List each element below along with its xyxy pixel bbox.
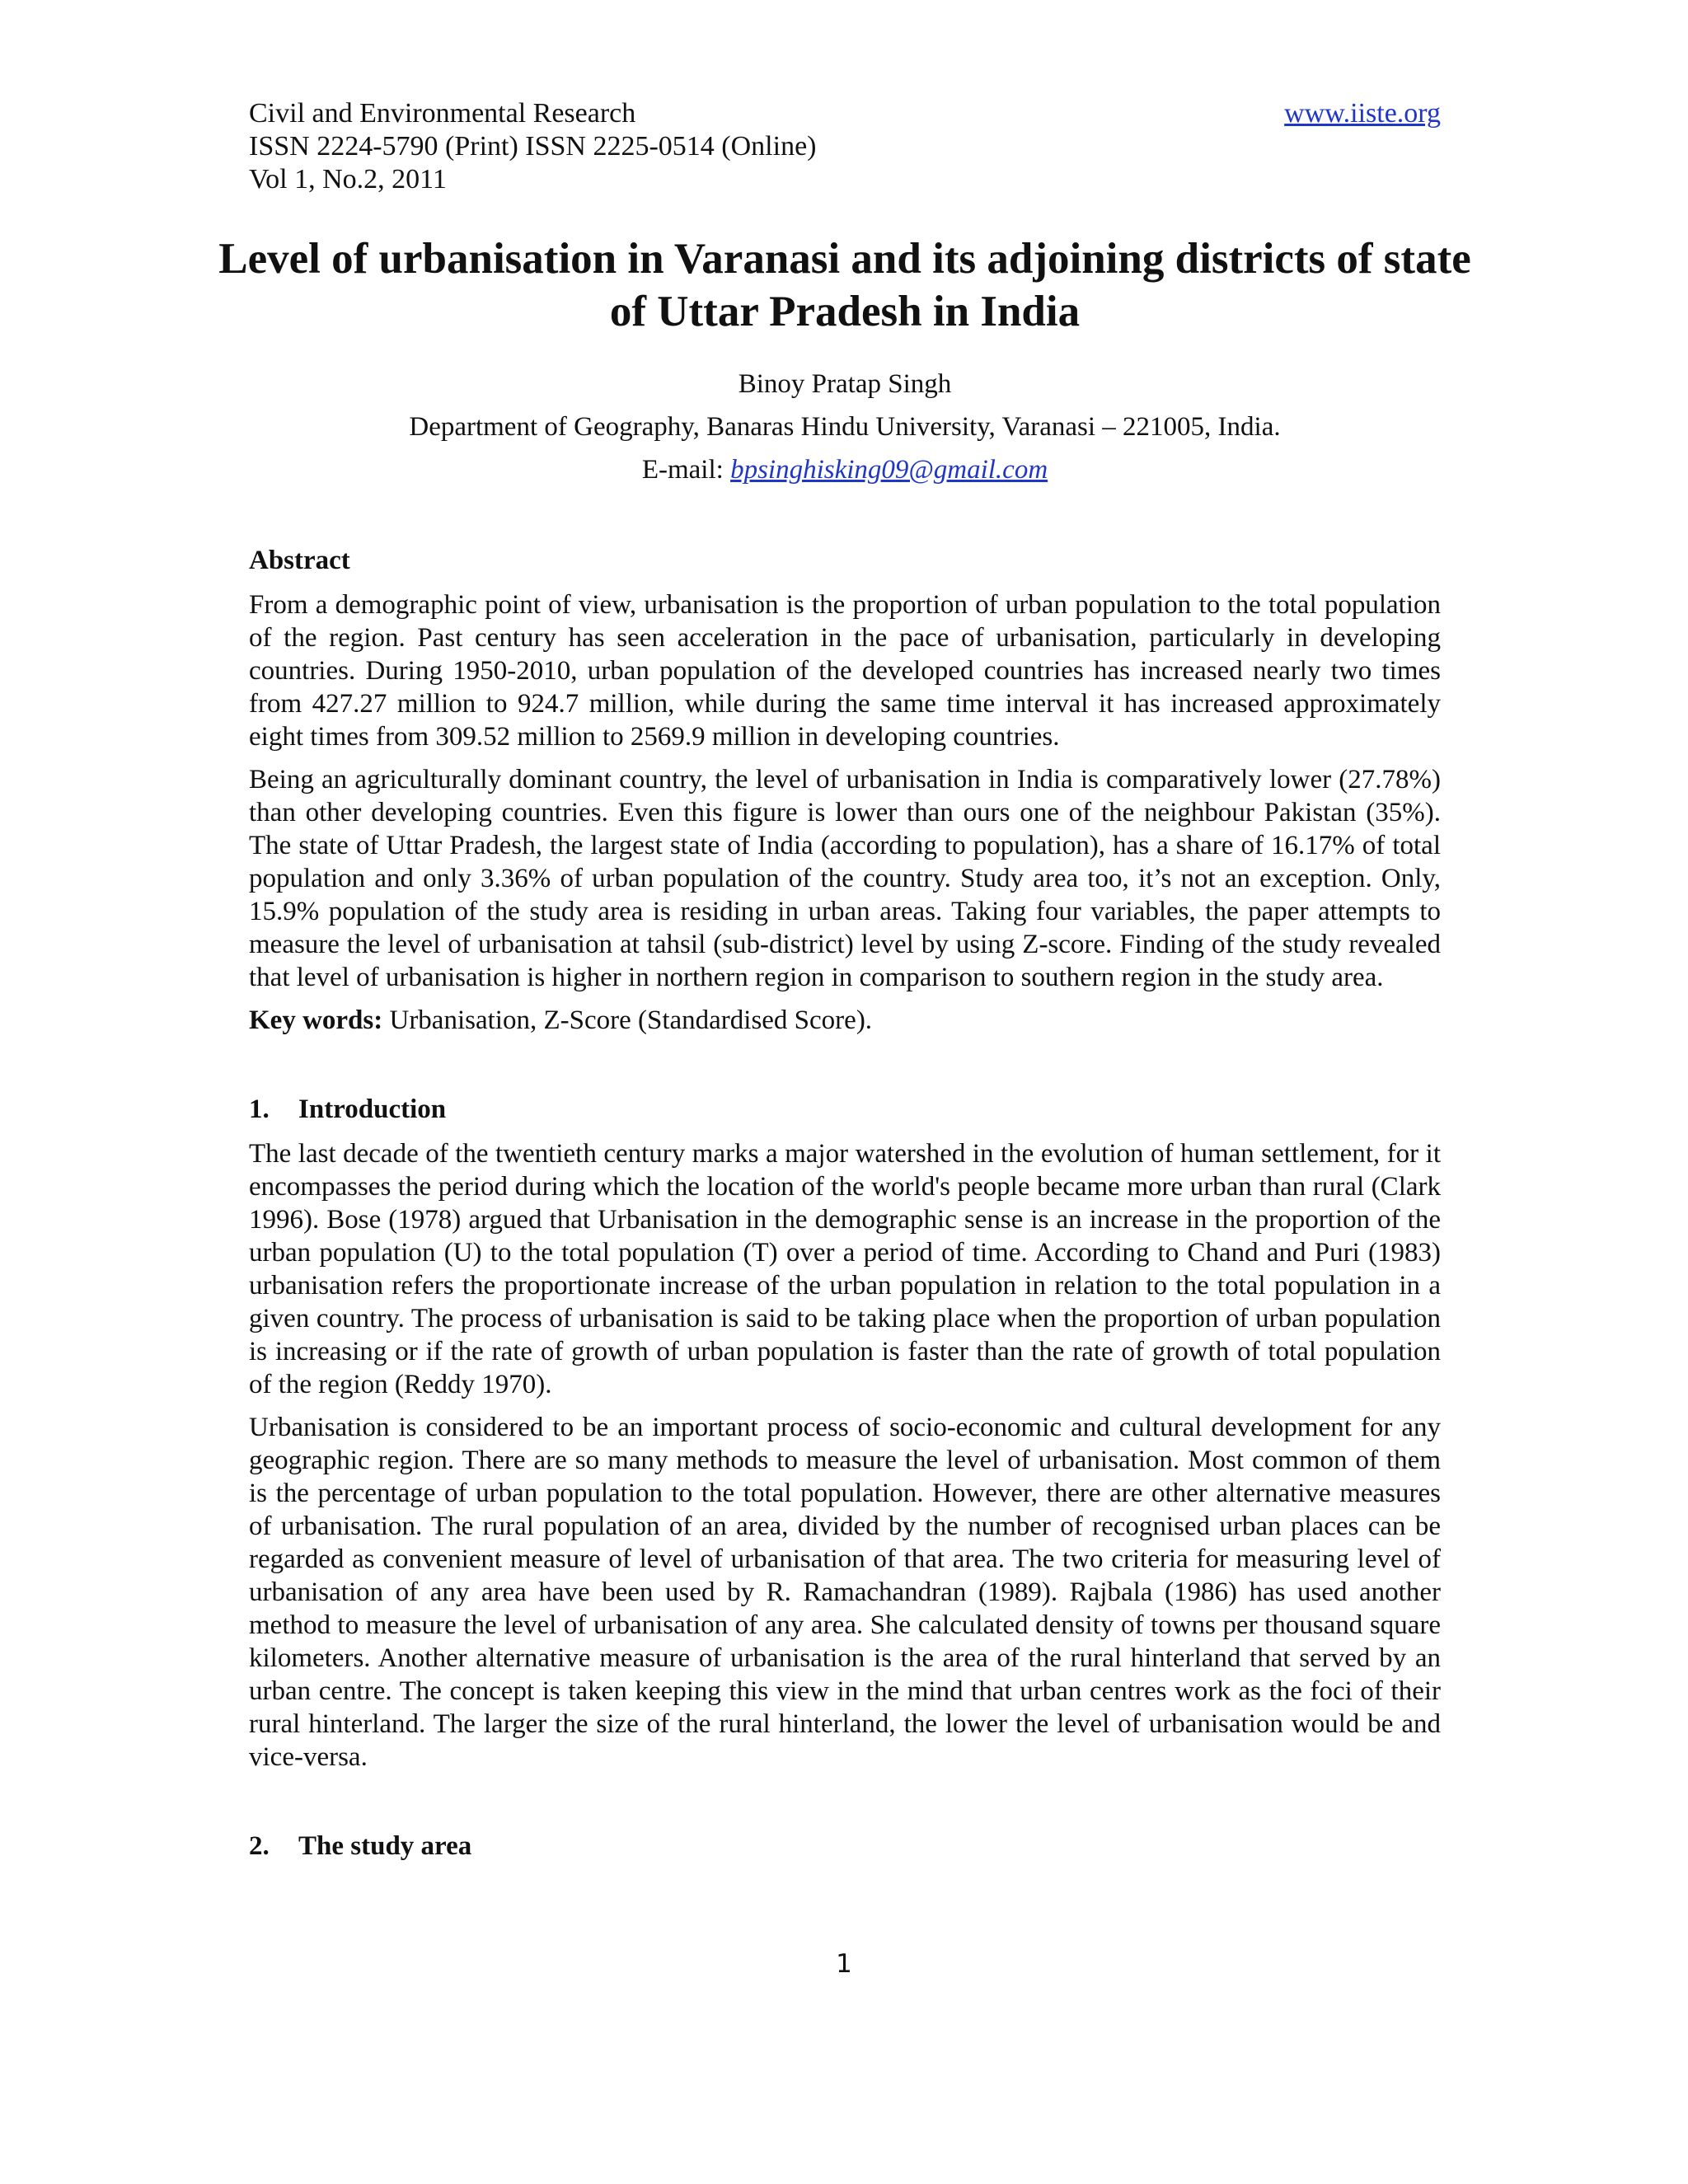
abstract-heading: Abstract (249, 546, 350, 575)
email-label: E-mail: (641, 455, 731, 485)
keywords-text: Urbanisation, Z-Score (Standardised Score). (382, 1005, 873, 1035)
email-link[interactable]: bpsinghisking09@gmail.com (730, 455, 1048, 485)
study-area-heading (249, 1830, 1441, 1863)
page-number: 1 (836, 1949, 852, 1979)
keywords-label: Key words: (249, 1005, 383, 1035)
journal-volume: Vol 1, No.2, 2011 (249, 164, 447, 194)
paper-title: Level of urbanisation in Varanasi and its adjoining districts of state of Uttar Pradesh in India (218, 235, 1471, 335)
introduction-heading (249, 1093, 1441, 1126)
journal-name: Civil and Environmental Research (249, 98, 636, 129)
section-title: The study area (298, 1831, 472, 1861)
paper-page (218, 97, 1471, 1863)
keywords (249, 1004, 1441, 1037)
author-email (249, 453, 1441, 486)
section-number: 1. (249, 1094, 270, 1124)
journal-header (249, 97, 1441, 130)
abstract-paragraph-2: Being an agriculturally dominant country, the level of urbanisation in India is comparatively lower (27.78%) than other developing countries. Even this figure is lower than ours one of the neighbour Pakistan (35%). The state of Uttar Pradesh, the largest state of India (according to population), has a share of 16.17% of total population and only 3.36% of urban population of the country. Study area too, it’s not an exception. Only, 15.9% population of the study area is residing in urban areas. Taking four variables, the paper attempts to measure the level of urbanisation at tahsil (sub-district) level by using Z-score. Finding of the study revealed that level of urbanisation is higher in northern region in comparison to southern region in the study area. (249, 765, 1441, 992)
author-affiliation: Department of Geography, Banaras Hindu University, Varanasi – 221005, India. (409, 412, 1281, 442)
author-name: Binoy Pratap Singh (738, 369, 952, 399)
section-number: 2. (249, 1831, 270, 1861)
journal-website-link[interactable]: www.iiste.org (1284, 98, 1441, 129)
journal-issn: ISSN 2224-5790 (Print) ISSN 2225-0514 (Online) (249, 131, 817, 162)
introduction-paragraph-2: Urbanisation is considered to be an important process of socio-economic and cultural development for any geographic region. There are so many methods to measure the level of urbanisation. Most common of them is the percentage of urban population to the total population. However, there are other alternative measures of urbanisation. The rural population of an area, divided by the number of recognised urban places can be regarded as convenient measure of level of urbanisation of that area. The two criteria for measuring level of urbanisation of any area have been used by R. Ramachandran (1989). Rajbala (1986) has used another method to measure the level of urbanisation of any area. She calculated density of towns per thousand square kilometers. Another alternative measure of urbanisation is the area of the rural hinterland that served by an urban centre. The concept is taken keeping this view in the mind that urban centres work as the foci of their rural hinterland. The larger the size of the rural hinterland, the lower the level of urbanisation would be and vice-versa. (249, 1413, 1441, 1772)
section-title: Introduction (298, 1094, 447, 1124)
abstract-paragraph-1: From a demographic point of view, urbanisation is the proportion of urban population to the total population of the region. Past century has seen acceleration in the pace of urbanisation, particularly in developing countries. During 1950-2010, urban population of the developed countries has increased nearly two times from 427.27 million to 924.7 million, while during the same time interval it has increased approximately eight times from 309.52 million to 2569.9 million in developing countries. (249, 590, 1441, 752)
introduction-paragraph-1: The last decade of the twentieth century marks a major watershed in the evolution of human settlement, for it encompasses the period during which the location of the world's people became more urban than rural (Clark 1996). Bose (1978) argued that Urbanisation in the demographic sense is an increase in the proportion of the urban population (U) to the total population (T) over a period of time. According to Chand and Puri (1983) urbanisation refers the proportionate increase of the urban population in relation to the total population in a given country. The process of urbanisation is said to be taking place when the proportion of urban population is increasing or if the rate of growth of urban population is faster than the rate of growth of total population of the region (Reddy 1970). (249, 1139, 1441, 1399)
